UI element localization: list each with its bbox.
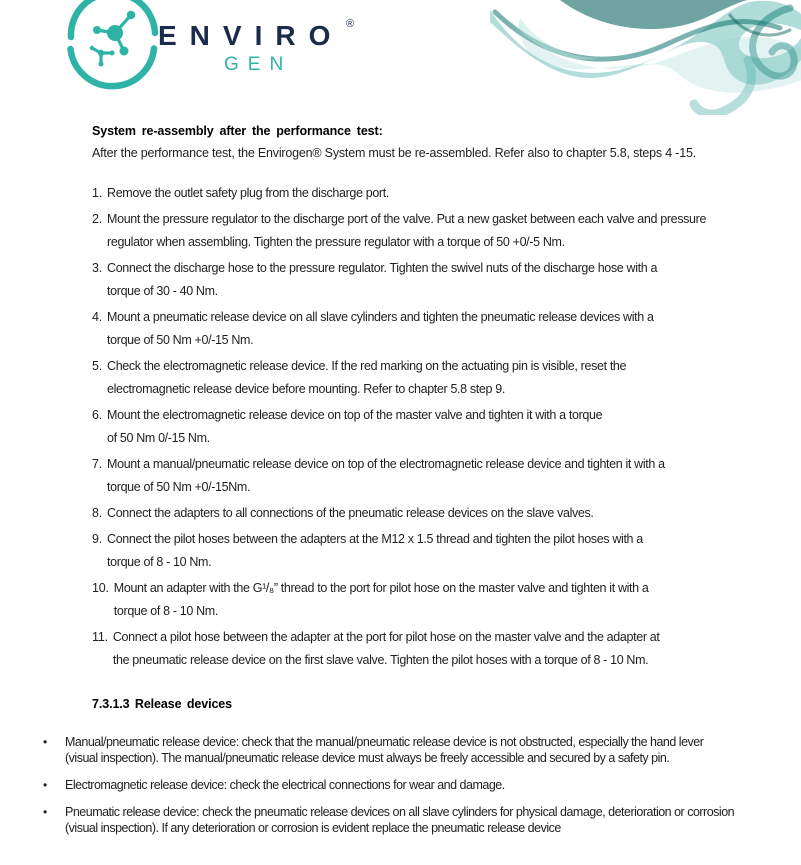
item-line: torque of 50 Nm +0/-15Nm. [107, 480, 251, 494]
item-line: regulator when assembling. Tighten the pressure regulator with a torque of 50 +0/-5 Nm. [107, 235, 565, 249]
list-item [92, 453, 782, 499]
smoke-decoration [490, 0, 801, 115]
list-item [92, 577, 782, 623]
list-item [92, 626, 782, 672]
item-number: 6. [92, 408, 103, 422]
bullet-marker: • [43, 805, 48, 819]
list-item [92, 355, 782, 401]
item-line: Mount a pneumatic release device on all slave cylinders and tighten the pneumatic release devices with a [107, 310, 654, 324]
list-item [92, 528, 782, 574]
item-line: Remove the outlet safety plug from the discharge port. [107, 186, 389, 200]
list-item [92, 257, 782, 303]
item-line: torque of 8 - 10 Nm. [107, 555, 212, 569]
item-line: Mount the electromagnetic release device on top of the master valve and tighten it with a torque [107, 408, 603, 422]
bullet-line: Manual/pneumatic release device: check that the manual/pneumatic release device is not obstructed, especially the hand lever [65, 735, 704, 749]
item-line: Connect a pilot hose between the adapter at the port for pilot hose on the master valve and the adapter at [112, 630, 660, 644]
item-number: 3. [92, 261, 103, 275]
bullet-item [43, 804, 798, 836]
bullet-item [43, 777, 798, 793]
item-line: torque of 50 Nm +0/-15 Nm. [107, 333, 254, 347]
list-item [92, 208, 782, 254]
item-number: 2. [92, 212, 103, 226]
item-line: the pneumatic release device on the first slave valve. Tighten the pilot hoses with a torque of 8 - 10 Nm. [112, 653, 649, 667]
list-item [92, 404, 782, 450]
item-number: 7. [92, 457, 103, 471]
item-number: 9. [92, 532, 103, 546]
bullet-item [43, 734, 798, 766]
item-number: 5. [92, 359, 103, 373]
item-number: 10. [92, 581, 109, 595]
section-heading-reassembly: System re-assembly after the performance test: [92, 124, 383, 138]
item-line: of 50 Nm 0/-15 Nm. [107, 431, 210, 445]
item-number: 8. [92, 506, 103, 520]
list-item [92, 502, 782, 525]
item-line: torque of 30 - 40 Nm. [107, 284, 218, 298]
bullet-line: Pneumatic release device: check the pneumatic release devices on all slave cylinders for physical damage, deterioration or corrosion [65, 805, 735, 819]
item-line: Mount an adapter with the G¹/₈” thread to the port for pilot hose on the master valve and tighten it with a [113, 581, 649, 595]
list-item [92, 306, 782, 352]
item-line: Mount the pressure regulator to the discharge port of the valve. Put a new gasket between each valve and pressure [107, 212, 707, 226]
item-line: Connect the discharge hose to the pressure regulator. Tighten the swivel nuts of the discharge hose with a [107, 261, 658, 275]
bullet-line: (visual inspection). If any deterioration or corrosion is evident replace the pneumatic release device [65, 821, 561, 835]
envirogen-logo [62, 0, 362, 100]
bullet-line: (visual inspection). The manual/pneumatic release device must always be freely accessible and secured by a safety pin. [65, 751, 670, 765]
item-line: electromagnetic release device before mounting. Refer to chapter 5.8 step 9. [107, 382, 505, 396]
brand-subname: GEN [224, 54, 293, 75]
item-line: Check the electromagnetic release device. If the red marking on the actuating pin is visible, reset the [107, 359, 627, 373]
bullet-marker: • [43, 735, 48, 749]
section-heading-release-devices: 7.3.1.3 Release devices [92, 697, 232, 711]
item-line: torque of 8 - 10 Nm. [113, 604, 218, 618]
numbered-list [92, 182, 782, 675]
bullet-list [43, 734, 798, 847]
registered-trademark: ® [346, 18, 355, 30]
item-line: Connect the adapters to all connections of the pneumatic release devices on the slave valves. [107, 506, 594, 520]
item-number: 4. [92, 310, 103, 324]
item-number: 11. [92, 630, 108, 644]
item-line: Mount a manual/pneumatic release device on top of the electromagnetic release device and tighten it with a [107, 457, 665, 471]
brand-name: ENVIRO [158, 20, 344, 51]
bullet-line: Electromagnetic release device: check the electrical connections for wear and damage. [65, 778, 505, 792]
list-item [92, 182, 782, 205]
item-number: 1. [92, 186, 103, 200]
intro-paragraph: After the performance test, the Envirogen® System must be re-assembled. Refer also to chapter 5.8, steps 4 -15. [92, 146, 696, 160]
item-line: Connect the pilot hoses between the adapters at the M12 x 1.5 thread and tighten the pilot hoses with a [107, 532, 643, 546]
bullet-marker: • [43, 778, 48, 792]
